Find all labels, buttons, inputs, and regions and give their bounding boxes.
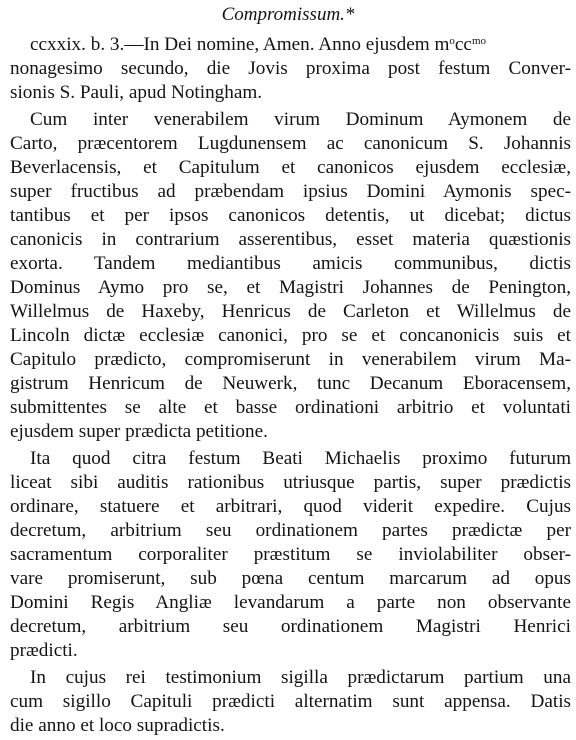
text-line: sionis S. Pauli, apud Notingham. xyxy=(10,82,263,103)
text-segment: cc xyxy=(454,34,472,55)
text-line: Carto, præcentorem Lugdunensem ac canonicum S. Johannis xyxy=(10,133,571,154)
text-line: Beverlacensis, et Capitulum et canonicos ejusdem ecclesiæ, xyxy=(10,157,571,178)
text-line: Dominus Aymo pro se, et Magistri Johannes de Penington, xyxy=(10,277,571,298)
text-line: tantibus et per ipsos canonicos detentis, ut dicebat; dictus xyxy=(10,205,571,226)
text-line: exorta. Tandem mediantibus amicis communibus, dictis xyxy=(10,253,571,274)
text-line: Willelmus de Haxeby, Henricus de Carleton et Willelmus de xyxy=(10,301,571,322)
text-line: Domini Regis Angliæ levandarum a parte non observante xyxy=(10,592,571,613)
text-line: decretum, arbitrium seu ordinationem Magistri Henrici xyxy=(10,616,571,637)
text-line: decretum, arbitrium seu ordinationem partes prædictæ per xyxy=(10,520,571,541)
text-line: prædicti. xyxy=(10,640,78,661)
text-line: ejusdem super prædicta petitione. xyxy=(10,421,268,442)
text-line: cum sigillo Capituli prædicti alternatim sunt appensa. Datis xyxy=(10,691,571,712)
text-line: super fructibus ad præbendam ipsius Domini Aymonis spec- xyxy=(10,181,571,202)
text-line: Cum inter venerabilem virum Dominum Aymonem de xyxy=(30,109,571,130)
text-line: gistrum Henricum de Neuwerk, tunc Decanum Eboracensem, xyxy=(10,373,571,394)
text-line: nonagesimo secundo, die Jovis proxima post festum Conver- xyxy=(10,58,571,79)
text-line: Lincoln dictæ ecclesiæ canonici, pro se et concanonicis suis et xyxy=(10,325,571,346)
text-line: die anno et loco supradictis. xyxy=(10,715,225,736)
text-line: canonicis in contrarium asserentibus, esset materia quæstionis xyxy=(10,229,571,250)
text-line: Capitulo prædicto, compromiserunt in venerabilem virum Ma- xyxy=(10,349,571,370)
superscript: o xyxy=(449,35,455,47)
text-line: ordinare, statuere et arbitrari, quod viderit expedire. Cujus xyxy=(10,496,571,517)
text-line: submittentes se alte et basse ordinationi arbitrio et voluntati xyxy=(10,397,571,418)
text-line: In cujus rei testimonium sigilla prædictarum partium una xyxy=(30,667,571,688)
text-segment: ccxxix. b. 3.—In Dei nomine, Amen. Anno ejusdem m xyxy=(30,34,450,55)
superscript: mo xyxy=(471,35,487,47)
text-line: Ita quod citra festum Beati Michaelis proximo futurum xyxy=(30,448,571,469)
text-line: sacramentum corporaliter præstitum se inviolabiliter obser- xyxy=(10,544,571,565)
text-line: liceat sibi auditis rationibus utriusque partis, super prædictis xyxy=(10,472,571,493)
text-line: vare promiserunt, sub pœna centum marcarum ad opus xyxy=(10,568,571,589)
text-line xyxy=(30,33,571,57)
page-title: Compromissum.* xyxy=(221,4,355,25)
